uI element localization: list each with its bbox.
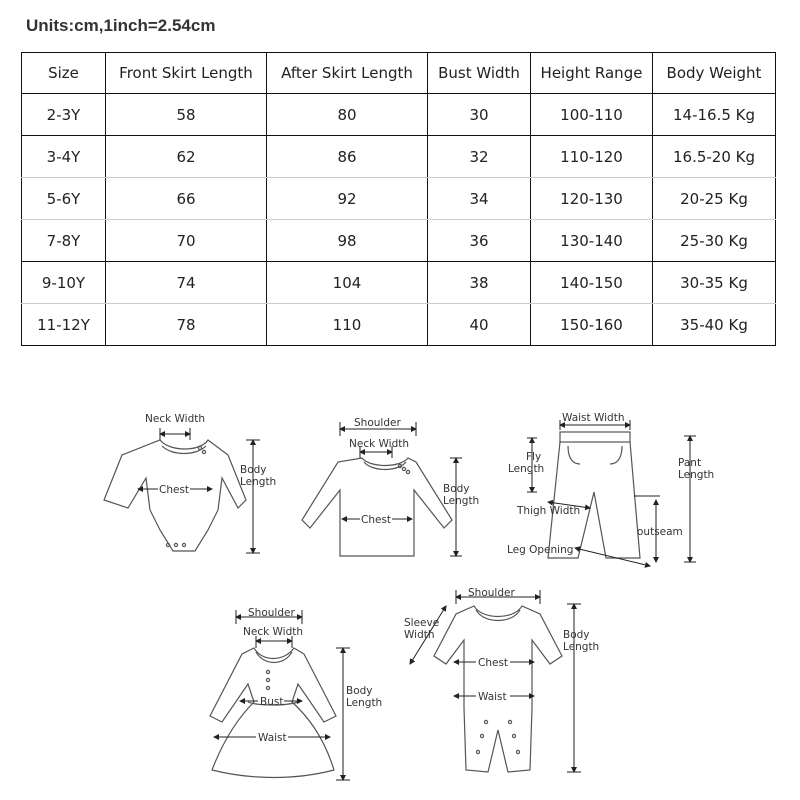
cell-front-skirt-length: 70 <box>106 220 267 262</box>
header-bust-width: Bust Width <box>428 53 531 94</box>
cell-front-skirt-length: 58 <box>106 94 267 136</box>
cell-height-range: 140-150 <box>531 262 653 304</box>
pants-thigh-width-label: Thigh Width <box>517 505 581 517</box>
cell-body-weight: 25-30 Kg <box>653 220 776 262</box>
bodysuit-neck-width-label: Neck Width <box>145 413 206 425</box>
dress-body-length-label-1: Body <box>346 685 373 697</box>
pants-pant-length-label-1: Pant <box>678 457 702 469</box>
dress-neck-width-label: Neck Width <box>243 626 304 638</box>
romper-sleeve-width-label-1: Sleeve <box>404 617 440 629</box>
shirt-body-length-label-1: Body <box>443 483 470 495</box>
cell-height-range: 110-120 <box>531 136 653 178</box>
romper-body-length-label-1: Body <box>563 629 590 641</box>
cell-front-skirt-length: 62 <box>106 136 267 178</box>
shirt-shoulder-label: Shoulder <box>354 417 401 429</box>
units-note: Units:cm,1inch=2.54cm <box>26 16 216 35</box>
shirt-neck-width-label: Neck Width <box>349 438 410 450</box>
header-after-skirt-length: After Skirt Length <box>267 53 428 94</box>
cell-bust-width: 40 <box>428 304 531 346</box>
pants-fly-length-label-1: Fly <box>526 451 542 463</box>
cell-size: 3-4Y <box>22 136 106 178</box>
cell-height-range: 100-110 <box>531 94 653 136</box>
dress-bust-label: Bust <box>260 696 284 708</box>
cell-after-skirt-length: 80 <box>267 94 428 136</box>
bodysuit-body-length-label-2: Length <box>240 476 277 488</box>
shirt-body-length-label-2: Length <box>443 495 480 507</box>
romper-sleeve-width-label-2: Width <box>404 629 435 641</box>
cell-bust-width: 36 <box>428 220 531 262</box>
cell-bust-width: 34 <box>428 178 531 220</box>
cell-after-skirt-length: 110 <box>267 304 428 346</box>
shirt-diagram <box>302 417 479 556</box>
header-size: Size <box>22 53 106 94</box>
pants-outseam-label: outseam <box>637 526 683 538</box>
cell-bust-width: 30 <box>428 94 531 136</box>
cell-bust-width: 32 <box>428 136 531 178</box>
pants-diagram <box>507 412 714 566</box>
cell-after-skirt-length: 86 <box>267 136 428 178</box>
cell-body-weight: 35-40 Kg <box>653 304 776 346</box>
dress-waist-label: Waist <box>258 732 287 744</box>
romper-chest-label: Chest <box>478 657 509 669</box>
cell-front-skirt-length: 74 <box>106 262 267 304</box>
cell-size: 2-3Y <box>22 94 106 136</box>
pants-fly-length-label-2: Length <box>508 463 545 475</box>
shirt-chest-label: Chest <box>361 514 392 526</box>
bodysuit-chest-label: Chest <box>159 484 190 496</box>
pants-leg-opening-label: Leg Opening <box>507 544 574 556</box>
cell-size: 9-10Y <box>22 262 106 304</box>
dress-body-length-label-2: Length <box>346 697 383 709</box>
cell-after-skirt-length: 92 <box>267 178 428 220</box>
cell-front-skirt-length: 78 <box>106 304 267 346</box>
romper-diagram <box>404 587 599 772</box>
pants-waist-width-label: Waist Width <box>562 412 625 424</box>
dress-diagram <box>210 607 382 780</box>
cell-height-range: 150-160 <box>531 304 653 346</box>
cell-after-skirt-length: 98 <box>267 220 428 262</box>
cell-bust-width: 38 <box>428 262 531 304</box>
pants-pant-length-label-2: Length <box>678 469 715 481</box>
dress-shoulder-label: Shoulder <box>248 607 295 619</box>
cell-body-weight: 14-16.5 Kg <box>653 94 776 136</box>
cell-size: 5-6Y <box>22 178 106 220</box>
bodysuit-diagram <box>104 413 276 553</box>
cell-after-skirt-length: 104 <box>267 262 428 304</box>
cell-size: 11-12Y <box>22 304 106 346</box>
cell-height-range: 130-140 <box>531 220 653 262</box>
header-height-range: Height Range <box>531 53 653 94</box>
romper-body-length-label-2: Length <box>563 641 600 653</box>
bodysuit-body-length-label-1: Body <box>240 464 267 476</box>
cell-body-weight: 30-35 Kg <box>653 262 776 304</box>
cell-size: 7-8Y <box>22 220 106 262</box>
header-body-weight: Body Weight <box>653 53 776 94</box>
cell-body-weight: 16.5-20 Kg <box>653 136 776 178</box>
cell-body-weight: 20-25 Kg <box>653 178 776 220</box>
cell-height-range: 120-130 <box>531 178 653 220</box>
romper-shoulder-label: Shoulder <box>468 587 515 599</box>
header-front-skirt-length: Front Skirt Length <box>106 53 267 94</box>
cell-front-skirt-length: 66 <box>106 178 267 220</box>
romper-waist-label: Waist <box>478 691 507 703</box>
